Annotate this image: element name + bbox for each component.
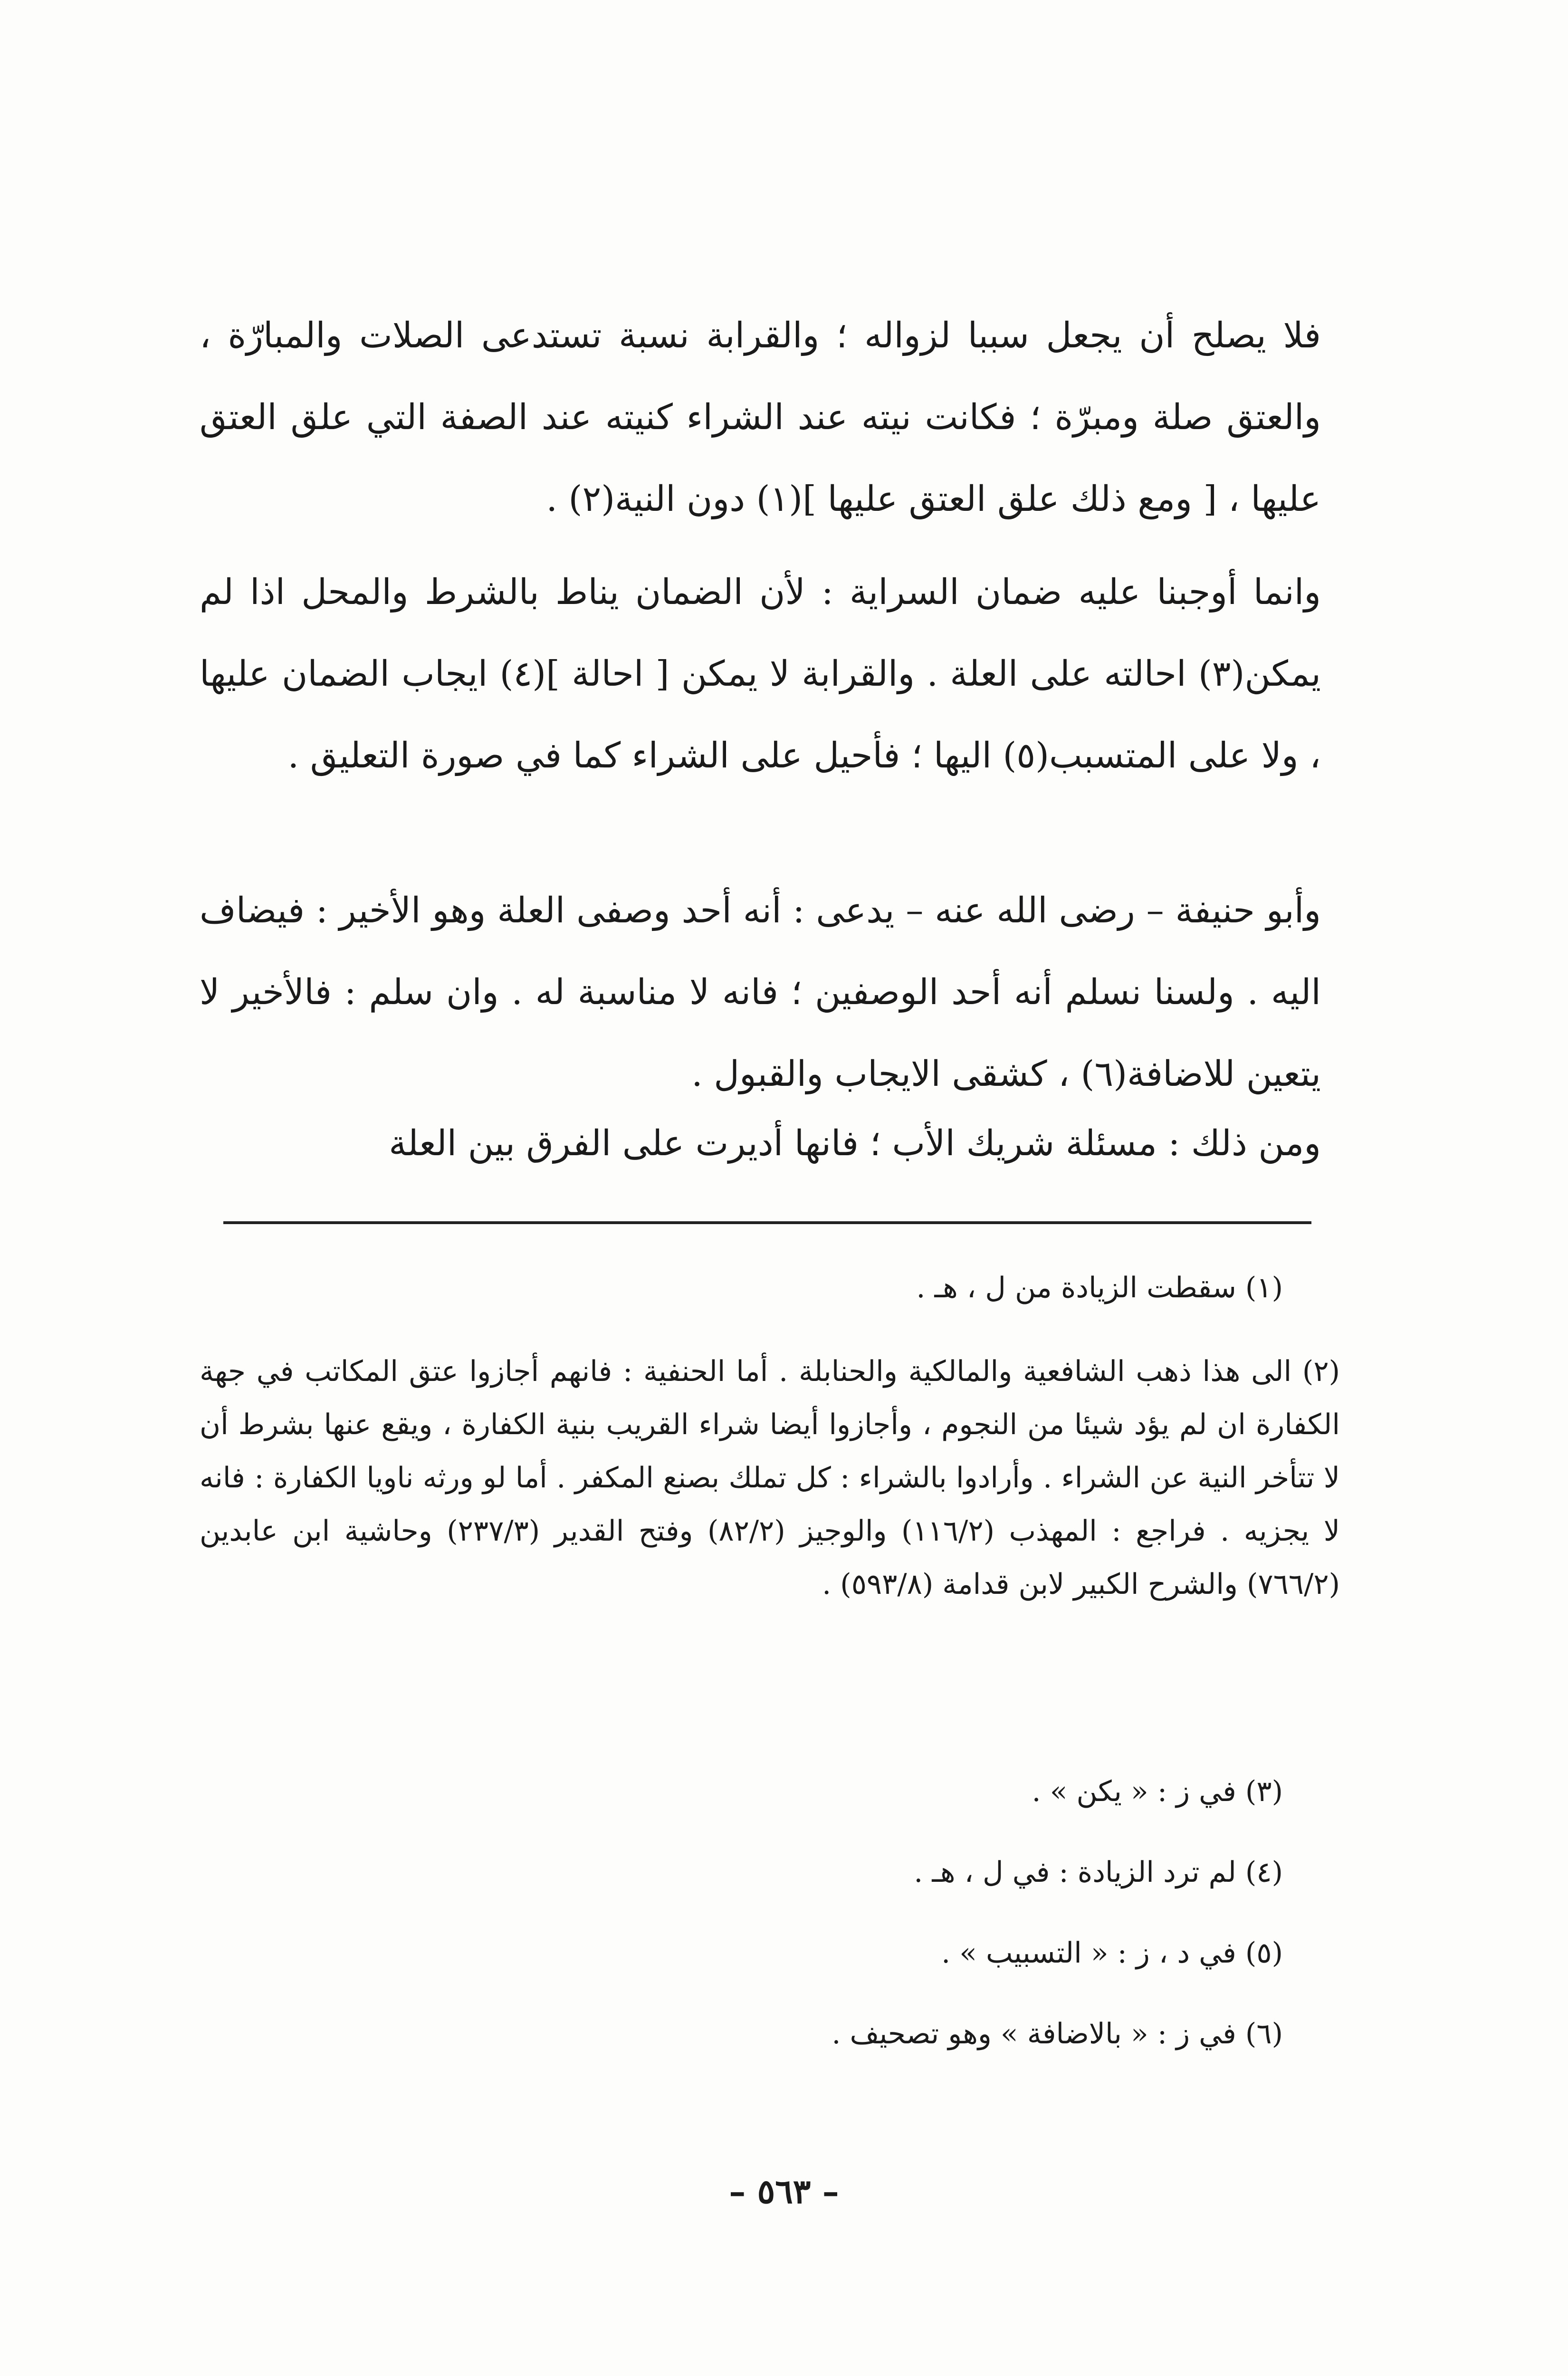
footnote: (١) سقطت الزيادة من ل ، هـ .: [916, 1271, 1283, 1304]
footnote: (٦) في ز : « بالاضافة » وهو تصحيف .: [832, 2017, 1283, 2050]
footnote: (٤) لم ترد الزيادة : في ل ، هـ .: [914, 1856, 1283, 1889]
body-paragraph: وأبو حنيفة – رضى الله عنه – يدعى : أنه أحد وصفى العلة وهو الأخير : فيضاف اليه . ولسنا نسلم أنه أحد الوصفين ؛ فانه لا مناسبة له . وان سلم : فالأخير لا يتعين للاضافة(٦) ، كشقى الايجاب والقبول .: [200, 890, 1321, 1094]
body-paragraph: ومن ذلك : مسئلة شريك الأب ؛ فانها أديرت على الفرق بين العلة: [389, 1123, 1321, 1164]
footnote: (٥) في د ، ز : « التسبيب » .: [941, 1936, 1283, 1970]
footnote: (٣) في ز : « يكن » .: [1032, 1775, 1283, 1808]
body-paragraph: وانما أوجبنا عليه ضمان السراية : لأن الضمان يناط بالشرط والمحل اذا لم يمكن(٣) احالته على العلة . والقرابة لا يمكن [ احالة ](٤) ايجاب الضمان عليها ، ولا على المتسبب(٥) اليها ؛ فأحيل على الشراء كما في صورة التعليق .: [200, 572, 1321, 776]
body-paragraph: فلا يصلح أن يجعل سببا لزواله ؛ والقرابة نسبة تستدعى الصلات والمبارّة ، والعتق صلة ومبرّة ؛ فكانت نيته عند الشراء كنيته عند الصفة التي علق العتق عليها ، [ ومع ذلك علق العتق عليها ](١) دون النية(٢) .: [200, 315, 1321, 519]
page-number: – ٥٦٣ –: [729, 2172, 839, 2211]
footnote-separator: [223, 1221, 1311, 1224]
footnote: (٢) الى هذا ذهب الشافعية والمالكية والحنابلة . أما الحنفية : فانهم أجازوا عتق المكاتب في جهة الكفارة ان لم يؤد شيئا من النجوم ، وأجازوا أيضا شراء القريب بنية الكفارة ، ويقع عنها بشرط أن لا تتأخر النية عن الشراء . وأرادوا بالشراء : كل تملك بصنع المكفر . أما لو ورثه ناويا الكفارة : فانه لا يجزيه . فراجع : المهذب (١١٦/٢) والوجيز (٨٢/٢) وفتح القدير (٢٣٧/٣) وحاشية ابن عابدين (٧٦٦/٢) والشرح الكبير لابن قدامة (٥٩٣/٨) .: [200, 1355, 1340, 1601]
